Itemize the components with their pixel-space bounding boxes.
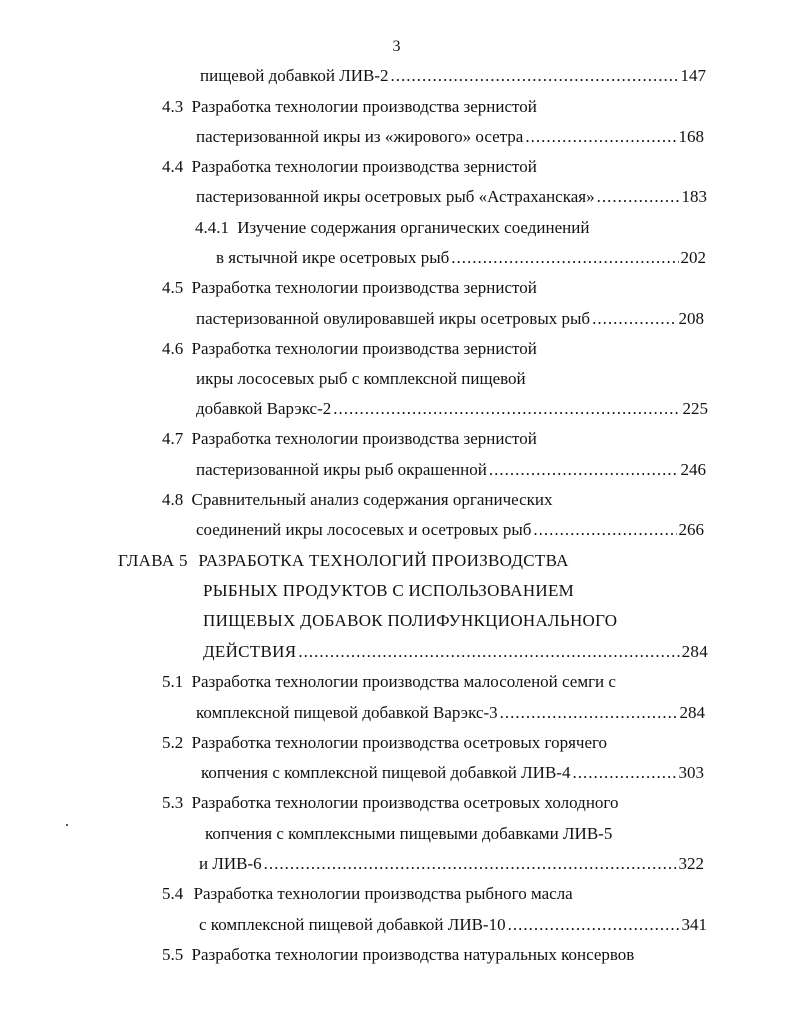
- toc-page-number: 284: [681, 642, 708, 661]
- chapter-title: РЫБНЫХ ПРОДУКТОВ С ИСПОЛЬЗОВАНИЕМ: [203, 581, 575, 600]
- section-number: 5.2: [162, 733, 184, 752]
- toc-entry-4-5: [162, 278, 537, 298]
- section-number: 4.7: [162, 429, 184, 448]
- toc-page-number: 284: [679, 703, 705, 722]
- section-number: 5.3: [162, 793, 184, 812]
- toc-entry-5-5: [162, 945, 634, 965]
- chapter-title: ДЕЙСТВИЯ: [203, 642, 297, 661]
- toc-entry-text: комплексной пищевой добавкой Варэкс-3: [196, 703, 498, 722]
- toc-entry-continuation: [196, 703, 705, 723]
- section-number: 4.3: [162, 97, 184, 116]
- toc-entry-4-7: [162, 429, 537, 449]
- toc-entry-4-6: [162, 339, 537, 359]
- toc-entry-continuation: [196, 127, 704, 147]
- toc-entry-5-1: [162, 672, 616, 692]
- toc-entry-text: Разработка технологии производства зернистой: [191, 339, 537, 358]
- toc-entry-text: Разработка технологии производства зернистой: [191, 429, 537, 448]
- toc-entry-4-3: [162, 97, 537, 117]
- toc-entry-text: в ястычной икре осетровых рыб: [216, 248, 450, 267]
- dot-leader: [525, 127, 676, 147]
- toc-entry-continuation: [196, 520, 704, 540]
- dot-leader: [264, 854, 677, 874]
- toc-entry-text: икры лососевых рыб с комплексной пищевой: [196, 369, 526, 388]
- chapter-title-continuation: [203, 642, 708, 662]
- section-number: 5.4: [162, 884, 184, 903]
- toc-entry-text: пищевой добавкой ЛИВ-2: [200, 66, 389, 85]
- chapter-title: РАЗРАБОТКА ТЕХНОЛОГИЙ ПРОИЗВОДСТВА: [198, 551, 569, 570]
- toc-entry-5-2: [162, 733, 607, 753]
- toc-entry-continuation: [199, 915, 707, 935]
- toc-entry-text: Разработка технологии производства осетровых холодного: [191, 793, 619, 812]
- toc-page-number: 202: [680, 248, 706, 267]
- toc-entry-continuation: [196, 369, 526, 389]
- toc-entry-text: Разработка технологии производства осетровых горячего: [191, 733, 608, 752]
- toc-entry-5-4: [162, 884, 573, 904]
- toc-entry-text: Разработка технологии производства натуральных консервов: [191, 945, 635, 964]
- chapter-title-continuation: [203, 581, 574, 601]
- toc-entry-4-4-1: [195, 218, 589, 238]
- section-number: 5.5: [162, 945, 184, 964]
- dot-leader: [572, 763, 676, 783]
- toc-entry-continuation: [199, 854, 704, 874]
- toc-entry-continuation: [216, 248, 706, 268]
- toc-entry-text: Разработка технологии производства зернистой: [191, 278, 537, 297]
- toc-entry-text: соединений икры лососевых и осетровых рыб: [196, 520, 532, 539]
- toc-entry-text: копчения с комплексными пищевыми добавками ЛИВ-5: [205, 824, 613, 843]
- toc-page-number: 208: [678, 309, 704, 328]
- section-number: 4.4.1: [195, 218, 229, 237]
- toc-page-number: 341: [681, 915, 707, 934]
- dot-leader: [533, 520, 676, 540]
- toc-entry-continuation: [196, 399, 708, 419]
- toc-entry-text: копчения с комплексной пищевой добавкой ЛИВ-4: [201, 763, 571, 782]
- dot-leader: [489, 460, 679, 480]
- toc-entry-text: Разработка технологии производства зернистой: [191, 97, 537, 116]
- toc-page-number: 266: [678, 520, 704, 539]
- toc-entry-continuation: [205, 824, 612, 844]
- toc-page-number: 303: [678, 763, 704, 782]
- toc-page-number: 147: [680, 66, 706, 85]
- dot-leader: [298, 642, 679, 662]
- dot-leader: [391, 66, 679, 86]
- toc-entry-continuation: [196, 187, 707, 207]
- toc-page-number: 246: [680, 460, 706, 479]
- dot-leader: [508, 915, 680, 935]
- chapter-5-heading: [118, 551, 569, 571]
- toc-entry-text: пастеризованной овулировавшей икры осетровых рыб: [196, 309, 591, 328]
- dot-leader: [333, 399, 680, 419]
- chapter-number: ГЛАВА 5: [118, 551, 188, 570]
- section-number: 5.1: [162, 672, 184, 691]
- chapter-title: ПИЩЕВЫХ ДОБАВОК ПОЛИФУНКЦИОНАЛЬНОГО: [203, 611, 618, 630]
- toc-entry-text: Разработка технологии производства рыбного масла: [193, 884, 573, 903]
- toc-page-number: 225: [682, 399, 708, 418]
- dot-leader: [592, 309, 676, 329]
- section-number: 4.4: [162, 157, 184, 176]
- dot-leader: [451, 248, 678, 268]
- toc-entry-text: с комплексной пищевой добавкой ЛИВ-10: [199, 915, 506, 934]
- toc-page-number: 322: [678, 854, 704, 873]
- toc-entry-text: пастеризованной икры из «жирового» осетра: [196, 127, 524, 146]
- toc-entry-5-3: [162, 793, 618, 813]
- page-number: 3: [392, 38, 401, 55]
- toc-entry-continuation: [201, 763, 704, 783]
- toc-entry-text: Изучение содержания органических соединений: [237, 218, 590, 237]
- toc-entry-4-8: [162, 490, 553, 510]
- section-number: 4.5: [162, 278, 184, 297]
- toc-entry-text: пастеризованной икры осетровых рыб «Астраханская»: [196, 187, 595, 206]
- chapter-title-continuation: [203, 611, 617, 631]
- section-number: 4.8: [162, 490, 184, 509]
- toc-entry-text: Разработка технологии производства малосоленой семги с: [191, 672, 616, 691]
- toc-entry-4-4: [162, 157, 537, 177]
- toc-entry-continuation: [200, 66, 706, 86]
- toc-entry-continuation: [196, 309, 704, 329]
- dot-leader: [597, 187, 680, 207]
- toc-entry-text: и ЛИВ-6: [199, 854, 262, 873]
- scan-speck: [66, 824, 68, 826]
- dot-leader: [500, 703, 678, 723]
- section-number: 4.6: [162, 339, 184, 358]
- toc-entry-text: добавкой Варэкс-2: [196, 399, 332, 418]
- toc-entry-continuation: [196, 460, 706, 480]
- toc-page-number: 168: [678, 127, 704, 146]
- toc-page-number: 183: [681, 187, 707, 206]
- toc-entry-text: Разработка технологии производства зернистой: [191, 157, 537, 176]
- toc-entry-text: Сравнительный анализ содержания органических: [191, 490, 553, 509]
- toc-entry-text: пастеризованной икры рыб окрашенной: [196, 460, 487, 479]
